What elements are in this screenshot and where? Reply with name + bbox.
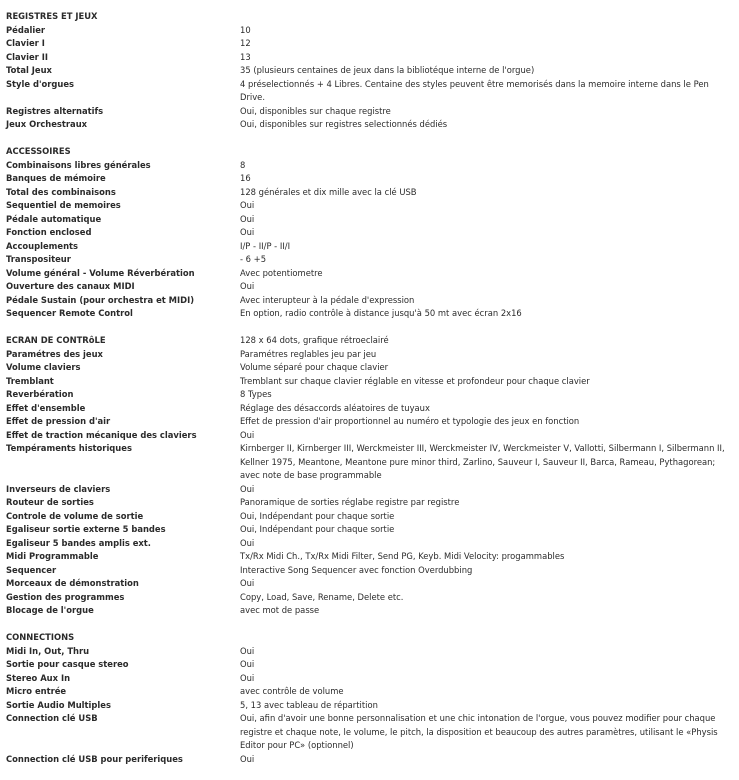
spec-row [6, 186, 734, 200]
spec-row [6, 658, 734, 672]
spec-value: Tremblant sur chaque clavier réglable en vitesse et profondeur pour chaque clavier [240, 375, 590, 386]
spec-value: 4 préselectionnés + 4 Libres. Centaine des styles peuvent être memorisés dans la memoire interne dans le Pen Drive. [240, 78, 709, 102]
spec-label: Total des combinaisons [6, 186, 116, 197]
spec-value: Oui [240, 429, 255, 440]
spec-value: 8 Types [240, 389, 272, 399]
spec-value: Interactive Song Sequencer avec fonction Overdubbing [240, 564, 473, 575]
spec-label: Total Jeux [6, 65, 52, 75]
spec-row [6, 591, 734, 605]
spec-value: Panoramique de sorties réglabe registre par registre [240, 497, 460, 507]
spec-label: Effet d'ensemble [6, 402, 86, 413]
spec-label: Accouplements [6, 240, 79, 251]
spec-value: Oui, Indépendant pour chaque sortie [240, 524, 395, 534]
spec-row [6, 375, 734, 389]
spec-value: Copy, Load, Save, Rename, Delete etc. [240, 591, 404, 602]
spec-label: Sortie pour casque stereo [6, 659, 129, 669]
spec-label: Paramétres des jeux [6, 348, 103, 359]
spec-label: Fonction enclosed [6, 227, 92, 237]
section-title: REGISTRES ET JEUX [6, 11, 98, 21]
spec-label: Morceaux de démonstration [6, 578, 139, 588]
spec-label: Egaliseur sortie externe 5 bandes [6, 524, 166, 534]
spec-label: Connection clé USB pour periferiques [6, 753, 183, 764]
spec-value: 10 [240, 24, 251, 35]
spec-row [6, 753, 734, 767]
spec-row [6, 334, 734, 348]
spec-row [6, 645, 734, 659]
spec-row [6, 294, 734, 308]
spec-label: Sequencer [6, 564, 57, 575]
spec-row [6, 307, 734, 321]
spec-section [6, 145, 734, 321]
spec-value: - 6 +5 [240, 254, 267, 264]
spec-value: En option, radio contrôle à distance jusqu'à 50 mt avec écran 2x16 [240, 308, 522, 318]
spec-label: Midi In, Out, Thru [6, 645, 90, 656]
spec-row [6, 64, 734, 78]
spec-row [6, 51, 734, 65]
spec-value: Oui [240, 753, 255, 764]
section-title: ACCESSOIRES [6, 146, 71, 156]
spec-label: ECRAN DE CONTRôLE [6, 335, 106, 345]
spec-row [6, 699, 734, 713]
spec-label: Tempéraments historiques [6, 443, 132, 453]
spec-row [6, 280, 734, 294]
spec-row [6, 672, 734, 686]
spec-row [6, 118, 734, 132]
spec-label: Reverbération [6, 389, 74, 399]
spec-row [6, 253, 734, 267]
spec-label: Inverseurs de claviers [6, 483, 111, 494]
spec-row [6, 523, 734, 537]
spec-label: Routeur de sorties [6, 497, 94, 507]
spec-label: Controle de volume de sortie [6, 510, 144, 521]
spec-label: Stereo Aux In [6, 672, 71, 683]
spec-value: 35 (plusieurs centaines de jeux dans la bibliotéque interne de l'orgue) [240, 65, 535, 75]
spec-label: Volume général - Volume Réverbération [6, 267, 195, 278]
spec-row [6, 348, 734, 362]
spec-value: Oui [240, 659, 255, 669]
spec-label: Tremblant [6, 375, 54, 386]
spec-row [6, 483, 734, 497]
spec-section [6, 334, 734, 618]
spec-value: Avec potentiometre [240, 267, 323, 278]
spec-row [6, 213, 734, 227]
spec-row [6, 172, 734, 186]
spec-row [6, 361, 734, 375]
spec-label: Midi Programmable [6, 551, 99, 561]
spec-row [6, 37, 734, 51]
spec-label: Ouverture des canaux MIDI [6, 281, 135, 291]
spec-label: Sequencer Remote Control [6, 308, 133, 318]
section-title: CONNECTIONS [6, 632, 75, 642]
spec-value: Oui [240, 483, 255, 494]
spec-value: Oui [240, 281, 255, 291]
spec-value: Oui [240, 672, 255, 683]
spec-row [6, 159, 734, 173]
spec-value: 128 générales et dix mille avec la clé USB [240, 186, 417, 197]
spec-row [6, 577, 734, 591]
spec-value: avec contrôle de volume [240, 686, 344, 696]
spec-row [6, 442, 734, 483]
spec-label: Transpositeur [6, 254, 71, 264]
spec-value: 128 x 64 dots, grafique rétroeclairé [240, 335, 389, 345]
spec-row [6, 510, 734, 524]
spec-value: 12 [240, 38, 251, 48]
spec-row [6, 226, 734, 240]
spec-value: 8 [240, 159, 246, 170]
spec-label: Blocage de l'orgue [6, 605, 94, 615]
spec-label: Combinaisons libres générales [6, 159, 151, 170]
spec-label: Pédalier [6, 24, 46, 35]
spec-value: Oui, afin d'avoir une bonne personnalisation et une chic intonation de l'orgue, vous pouvez modifier pour chaque registre et chaque note, le volume, le pitch, la disposition et beaucoup des autres paramètres, utilisant le «Physis Editor pour PC» (optionnel) [240, 713, 718, 750]
spec-value: Oui [240, 200, 255, 210]
spec-value: 16 [240, 173, 251, 183]
spec-value: Oui [240, 578, 255, 588]
spec-value: Oui, disponibles sur chaque registre [240, 105, 391, 116]
spec-value: Tx/Rx Midi Ch., Tx/Rx Midi Filter, Send PG, Keyb. Midi Velocity: progammables [240, 551, 565, 561]
spec-value: Oui, Indépendant pour chaque sortie [240, 510, 395, 521]
spec-row [6, 78, 734, 105]
spec-row [6, 24, 734, 38]
spec-row [6, 712, 734, 753]
spec-value: Réglage des désaccords aléatoires de tuyaux [240, 402, 430, 413]
spec-label: Banques de mémoire [6, 173, 106, 183]
spec-value: Oui, disponibles sur registres selectionnés dédiés [240, 119, 448, 129]
spec-row [6, 604, 734, 618]
spec-label: Connection clé USB [6, 713, 98, 723]
spec-section [6, 631, 734, 766]
spec-label: Clavier I [6, 38, 45, 48]
spec-label: Pédale automatique [6, 213, 102, 224]
spec-label: Gestion des programmes [6, 591, 125, 602]
spec-value: Avec interupteur à la pédale d'expression [240, 294, 415, 305]
spec-row [6, 429, 734, 443]
spec-sheet [6, 10, 734, 780]
spec-label: Registres alternatifs [6, 105, 104, 116]
spec-row [6, 240, 734, 254]
spec-section [6, 10, 734, 132]
spec-label: Sortie Audio Multiples [6, 699, 111, 710]
spec-value: Effet de pression d'air proportionnel au numéro et typologie des jeux en fonction [240, 416, 580, 426]
spec-label: Effet de traction mécanique des claviers [6, 429, 197, 440]
spec-label: Jeux Orchestraux [6, 119, 88, 129]
spec-row [6, 564, 734, 578]
spec-row [6, 685, 734, 699]
spec-label: Effet de pression d'air [6, 416, 111, 426]
spec-row [6, 415, 734, 429]
spec-row [6, 199, 734, 213]
spec-value: Oui [240, 227, 255, 237]
spec-value: Volume séparé pour chaque clavier [240, 362, 389, 372]
spec-value: 5, 13 avec tableau de répartition [240, 699, 378, 710]
spec-label: Style d'orgues [6, 78, 75, 89]
spec-row [6, 402, 734, 416]
spec-label: Pédale Sustain (pour orchestra et MIDI) [6, 294, 195, 305]
spec-label: Micro entrée [6, 686, 67, 696]
spec-value: Kirnberger II, Kirnberger III, Werckmeister III, Werckmeister IV, Werckmeister V, Vallotti, Silbermann I, Silbermann II, Kellner 1975, Meantone, Meantone pure minor third, Zarlino, Sauveur I, Sauveur II, Barca, Rameau, Pythagorean; avec note de base programmable [240, 443, 725, 480]
spec-label: Clavier II [6, 51, 48, 62]
spec-value: avec mot de passe [240, 605, 320, 615]
spec-value: Oui [240, 645, 255, 656]
spec-row [6, 105, 734, 119]
spec-value: Oui [240, 537, 255, 548]
spec-value: 13 [240, 51, 251, 62]
spec-value: Paramétres reglables jeu par jeu [240, 348, 377, 359]
spec-row [6, 550, 734, 564]
spec-label: Volume claviers [6, 362, 81, 372]
spec-label: Egaliseur 5 bandes amplis ext. [6, 537, 151, 548]
spec-value: I/P - II/P - II/I [240, 240, 291, 251]
spec-row [6, 388, 734, 402]
spec-row [6, 496, 734, 510]
spec-row [6, 537, 734, 551]
spec-row [6, 267, 734, 281]
spec-label: Sequentiel de memoires [6, 200, 121, 210]
spec-value: Oui [240, 213, 255, 224]
